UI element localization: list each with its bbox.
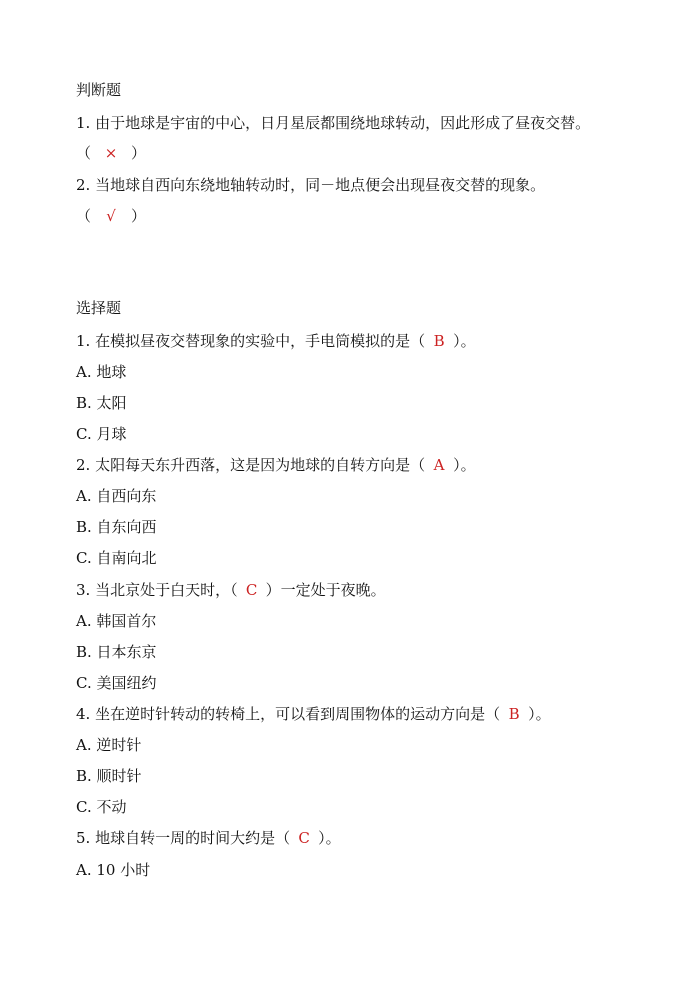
choice-answer-3: C [245, 581, 258, 599]
judgement-heading: 判断题 [76, 81, 122, 99]
choice-4-option-c: C. 不动 [76, 798, 127, 816]
choice-question-3 [76, 580, 386, 600]
choice-answer-2: A [433, 456, 445, 474]
question-text: 1. 在模拟昼夜交替现象的实验中，手电筒模拟的是（ [76, 332, 426, 350]
question-text: 3. 当北京处于白天时，（ [76, 581, 238, 599]
choice-1-option-b: B. 太阳 [76, 394, 127, 412]
question-text: 2. 太阳每天东升西落，这是因为地球的自转方向是（ [76, 456, 426, 474]
choice-2-option-a: A. 自西向东 [76, 487, 157, 505]
choice-answer-4: B [508, 705, 520, 723]
judgement-item-2-text: 2. 当地球自西向东绕地轴转动时，同－地点便会出现昼夜交替的现象。 [76, 176, 546, 194]
open-paren: （ [76, 144, 92, 162]
question-text: 5. 地球自转一周的时间大约是（ [76, 829, 291, 847]
choice-5-option-a: A. 10 小时 [76, 861, 151, 879]
choice-4-option-a: A. 逆时针 [76, 736, 142, 754]
choice-3-option-c: C. 美国纽约 [76, 674, 157, 692]
choice-answer-5: C [298, 829, 310, 847]
close-paren: ） [131, 144, 147, 162]
judgement-answer-2: √ [106, 207, 116, 225]
judgement-answer-1: × [104, 144, 118, 162]
choice-question-5 [76, 828, 341, 848]
open-paren: （ [76, 207, 92, 225]
question-text-end: ）一定处于夜晚。 [265, 581, 386, 599]
choice-1-option-c: C. 月球 [76, 425, 127, 443]
choice-heading: 选择题 [76, 299, 122, 317]
choice-2-option-b: B. 自东向西 [76, 518, 157, 536]
choice-question-4 [76, 704, 551, 724]
question-text-end: ）。 [528, 705, 551, 723]
judgement-item-1-answer-line [76, 143, 146, 163]
judgement-item-1-text: 1. 由于地球是宇宙的中心，日月星辰都围绕地球转动，因此形成了昼夜交替。 [76, 114, 591, 132]
close-paren: ） [131, 207, 147, 225]
choice-question-1 [76, 331, 476, 351]
choice-3-option-b: B. 日本东京 [76, 643, 157, 661]
choice-4-option-b: B. 顺时针 [76, 767, 142, 785]
choice-answer-1: B [433, 332, 445, 350]
choice-1-option-a: A. 地球 [76, 363, 127, 381]
choice-3-option-a: A. 韩国首尔 [76, 612, 157, 630]
choice-question-2 [76, 455, 476, 475]
question-text-end: ）。 [453, 456, 476, 474]
question-text-end: ）。 [453, 332, 476, 350]
judgement-item-2-answer-line [76, 206, 146, 226]
choice-2-option-c: C. 自南向北 [76, 549, 157, 567]
question-text-end: ）。 [318, 829, 341, 847]
question-text: 4. 坐在逆时针转动的转椅上，可以看到周围物体的运动方向是（ [76, 705, 501, 723]
